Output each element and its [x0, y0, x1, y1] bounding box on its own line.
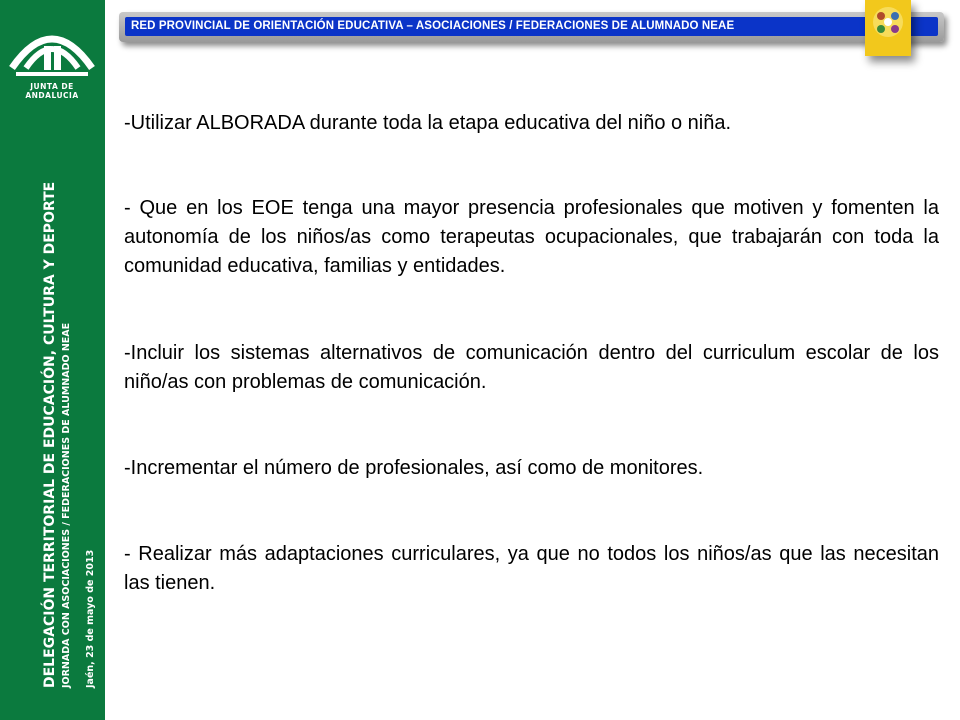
event-date: Jaén, 23 de mayo de 2013 [85, 549, 96, 688]
sidebar [0, 0, 105, 720]
bullet-item-1: -Utilizar ALBORADA durante toda la etapa educativa del niño o niña. [124, 112, 732, 134]
hands-emblem-icon [865, 0, 911, 56]
bullet-item-2: - Que en los EOE tenga una mayor presencia profesionales que motiven y fomenten la autonomía de los niños/as como terapeutas ocupacionales, que trabajarán con toda la comunidad educativa, familias y entidades. [124, 197, 939, 277]
logo-text: JUNTA DE ANDALUCIA [25, 82, 79, 100]
header-banner [119, 12, 944, 42]
delegation-title: DELEGACIÓN TERRITORIAL DE EDUCACIÓN, CULTURA Y DEPORTE [42, 181, 58, 688]
junta-andalucia-logo [6, 16, 98, 98]
event-title: JORNADA CON ASOCIACIONES / FEDERACIONES DE ALUMNADO NEAE [61, 322, 72, 688]
junta-logo-icon [6, 16, 98, 82]
banner-title: RED PROVINCIAL DE ORIENTACIÓN EDUCATIVA – ASOCIACIONES / FEDERACIONES DE ALUMNADO NEAE [125, 17, 938, 36]
bullet-item-4: -Incrementar el número de profesionales, así como de monitores. [124, 457, 704, 479]
bullet-item-3: -Incluir los sistemas alternativos de comunicación dentro del curriculum escolar de los niño/as con problemas de comunicación. [124, 342, 939, 393]
bullet-item-5: - Realizar más adaptaciones curriculares, ya que no todos los niños/as que las necesitan las tienen. [124, 543, 939, 594]
